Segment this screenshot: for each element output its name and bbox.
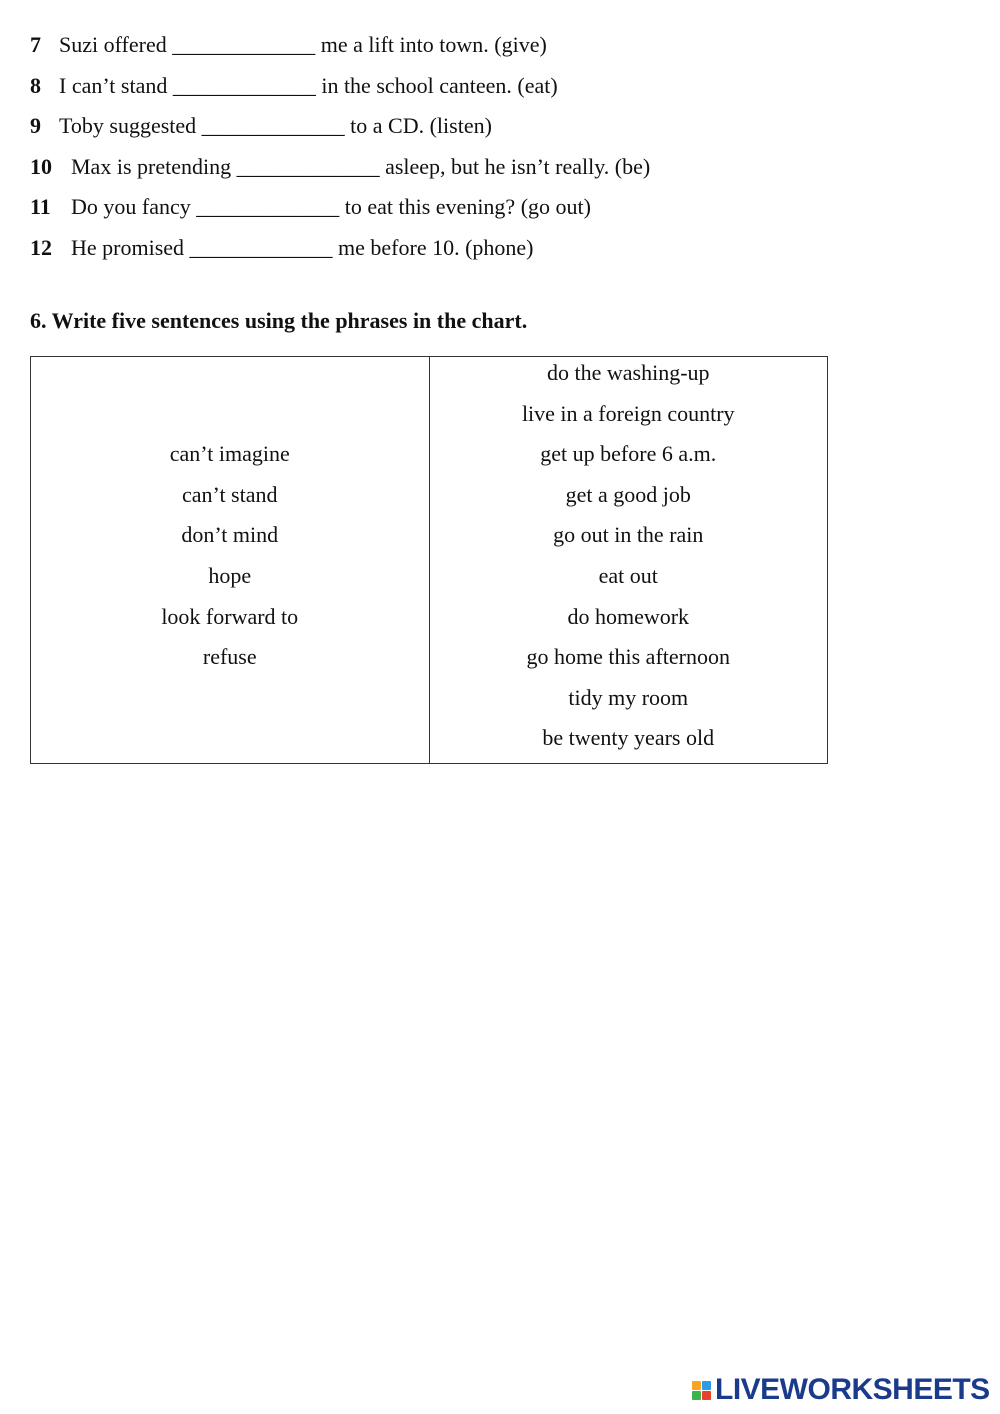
item-number: 8 bbox=[30, 72, 41, 98]
exercise-item bbox=[30, 69, 930, 110]
activity-phrase: get up before 6 a.m. bbox=[540, 441, 717, 467]
item-number: 9 bbox=[30, 113, 41, 139]
verb-phrase: look forward to bbox=[161, 603, 299, 629]
logo-square-1 bbox=[692, 1381, 701, 1390]
logo-text: LIVEWORKSHEETS bbox=[715, 1373, 990, 1406]
exercise-item bbox=[30, 150, 930, 191]
section-6-heading: 6. Write five sentences using the phrases in the chart. bbox=[30, 308, 528, 333]
item-number: 10 bbox=[30, 153, 52, 179]
verb-phrase: refuse bbox=[202, 644, 257, 670]
item-text: Toby suggested _____________ to a CD. (listen) bbox=[59, 113, 492, 139]
item-text: Suzi offered _____________ me a lift into town. (give) bbox=[59, 32, 547, 57]
activity-phrases-column bbox=[429, 357, 828, 764]
exercise-item bbox=[30, 190, 930, 231]
exercise-item bbox=[30, 109, 930, 150]
exercise-items bbox=[30, 28, 930, 272]
item-number: 12 bbox=[30, 234, 52, 260]
item-text: He promised _____________ me before 10. (phone) bbox=[71, 234, 534, 260]
activity-phrase: do homework bbox=[567, 603, 690, 629]
verb-phrase: hope bbox=[208, 562, 252, 588]
verb-phrase: don’t mind bbox=[181, 522, 279, 548]
activity-phrase: get a good job bbox=[565, 481, 691, 507]
item-text: Max is pretending _____________ asleep, but he isn’t really. (be) bbox=[71, 153, 651, 179]
verb-phrases-column bbox=[31, 357, 430, 764]
liveworksheets-logo bbox=[692, 1374, 990, 1406]
exercise-item bbox=[30, 28, 930, 69]
activity-phrase: tidy my room bbox=[568, 684, 689, 710]
phrase-chart bbox=[30, 356, 828, 764]
item-number: 11 bbox=[30, 194, 51, 220]
exercise-item bbox=[30, 231, 930, 272]
activity-phrase: go home this afternoon bbox=[526, 644, 730, 670]
verb-phrase: can’t stand bbox=[181, 481, 278, 507]
activity-phrase: go out in the rain bbox=[553, 522, 704, 548]
item-text: I can’t stand _____________ in the school canteen. (eat) bbox=[59, 72, 558, 98]
item-number: 7 bbox=[30, 32, 41, 57]
logo-square-2 bbox=[702, 1381, 711, 1390]
activity-phrase: be twenty years old bbox=[542, 725, 715, 751]
activity-phrase: do the washing-up bbox=[546, 360, 710, 385]
activity-phrase: eat out bbox=[598, 562, 658, 588]
verb-phrase: can’t imagine bbox=[169, 441, 290, 467]
activity-phrase: live in a foreign country bbox=[521, 400, 735, 426]
logo-square-4 bbox=[702, 1391, 711, 1400]
logo-square-3 bbox=[692, 1391, 701, 1400]
liveworksheets-logo-icon bbox=[692, 1381, 711, 1400]
item-text: Do you fancy _____________ to eat this evening? (go out) bbox=[71, 194, 591, 220]
